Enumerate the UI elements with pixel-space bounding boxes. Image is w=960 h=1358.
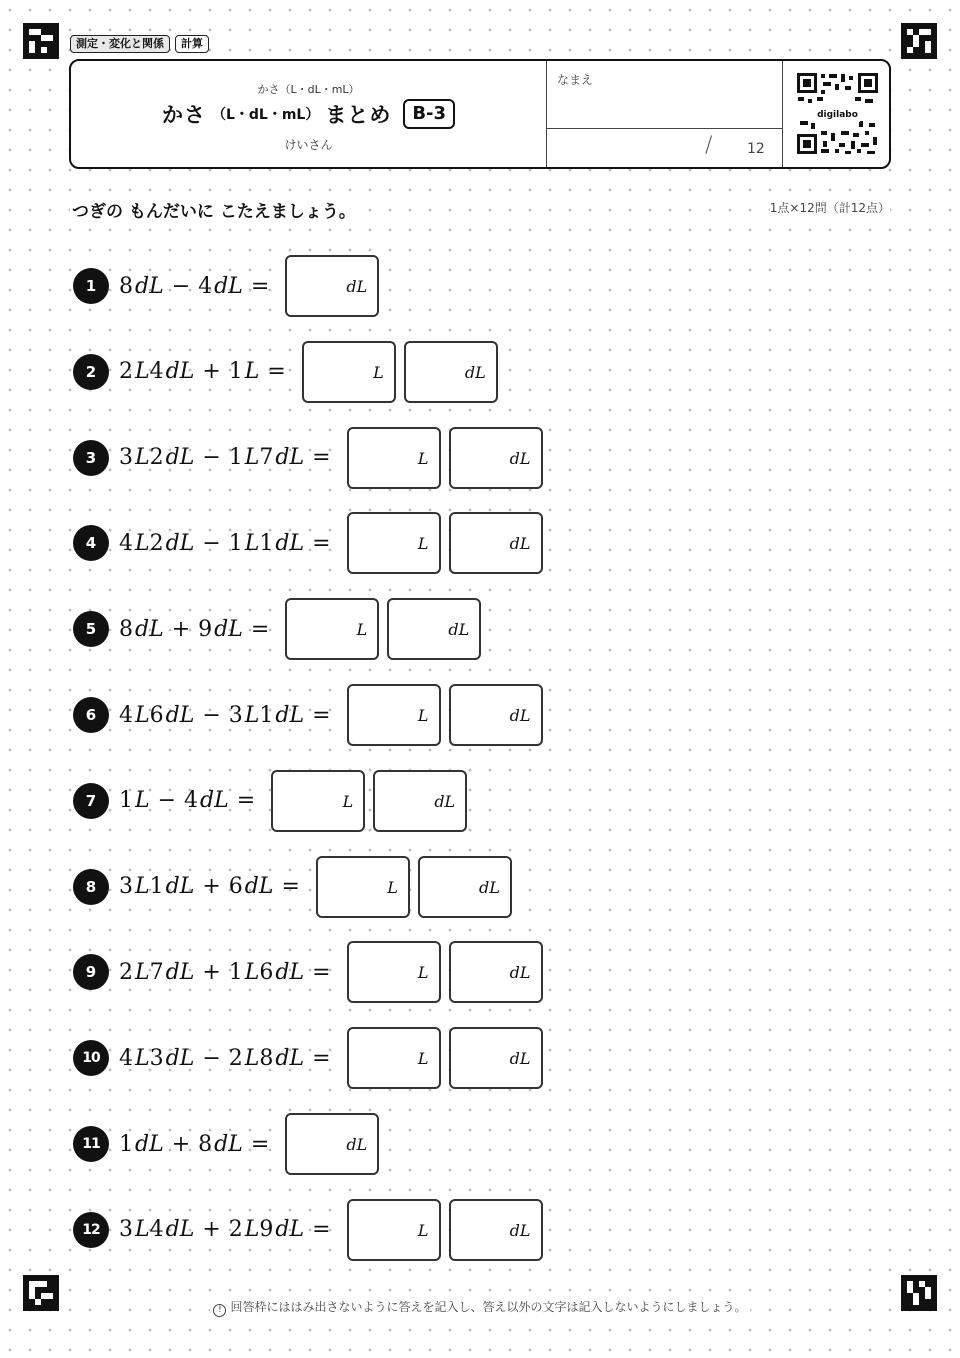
number-value: 8 [119,273,133,299]
answer-group [347,1027,543,1089]
question-row [73,855,512,919]
score-slash: / [705,133,713,158]
question-row [73,940,543,1004]
number-value: 1 [119,788,133,814]
unit-label: dL [214,273,243,299]
answer-unit-label: dL [346,277,368,296]
answer-group [271,770,467,832]
question-expression [119,1217,339,1242]
question-row [73,1026,543,1090]
footer-note [0,1298,960,1317]
qr-label: digilabo [817,110,858,120]
operator: = [250,1131,270,1157]
question-row [73,683,543,747]
number-value: 4 [119,702,133,728]
operator: = [250,273,270,299]
number-value: 7 [259,445,274,471]
number-value: 1 [259,530,274,556]
score-field[interactable] [546,129,782,169]
answer-box-dl[interactable] [418,856,512,918]
number-value: 3 [228,702,243,728]
answer-box-dl[interactable] [449,684,543,746]
unit-label: dL [165,702,195,728]
number-value: 8 [198,1131,213,1157]
number-value: 3 [149,1045,164,1071]
unit-label: dL [165,1217,195,1243]
unit-label: dL [214,616,243,642]
subtitle: けいさん [284,138,333,152]
answer-group [285,255,379,317]
answer-unit-label: L [417,534,429,554]
unit-label: L [244,702,260,728]
unit-label: L [135,788,150,814]
answer-box-dl[interactable] [387,598,481,660]
question-number: 6 [73,697,109,733]
unit-label: L [135,702,150,728]
footer-text: 回答枠にははみ出さないように答えを記入し、答え以外の文字は記入しないようにしましょう。 [230,1300,747,1314]
unit-label: dL [135,273,164,299]
unit-label: L [135,445,150,471]
level-badge: B-3 [403,99,455,129]
question-number: 10 [73,1040,109,1076]
operator: − [171,273,191,299]
question-row [73,254,379,318]
answer-unit-label: dL [346,1135,368,1154]
question-expression [119,960,339,985]
answer-group [302,341,498,403]
unit-label: dL [200,788,229,814]
number-value: 4 [198,273,213,299]
name-label: なまえ [557,73,594,87]
question-number: 2 [73,354,109,390]
operator: + [171,1131,191,1157]
question-row [73,511,543,575]
question-number: 8 [73,869,109,905]
answer-box-l[interactable] [285,598,379,660]
answer-group [285,1113,379,1175]
question-expression [119,703,339,728]
answer-unit-label: dL [509,1049,531,1069]
answer-box-dl[interactable] [449,1199,543,1261]
question-number: 5 [73,611,109,647]
number-value: 3 [119,1217,133,1243]
unit-label: L [135,959,150,985]
number-value: 8 [259,1045,274,1071]
corner-marker-top-left [23,23,59,59]
instruction-text: つぎの もんだいに こたえましょう。 [70,197,358,222]
answer-box-l[interactable] [316,856,410,918]
unit-label: L [244,530,260,556]
answer-box-l[interactable] [347,1199,441,1261]
qr-code-icon [795,71,880,156]
unit-label: dL [165,874,195,900]
unit-label: L [135,359,150,385]
answer-box-dl[interactable] [449,512,543,574]
number-value: 1 [228,445,243,471]
tag-category: 測定・変化と関係 [70,35,170,53]
number-value: 6 [149,702,164,728]
number-value: 9 [259,1217,274,1243]
unit-label: L [244,445,260,471]
number-value: 4 [119,530,133,556]
operator: − [202,445,221,471]
unit-label: dL [214,1131,243,1157]
answer-unit-label: L [387,877,398,897]
answer-box-dl[interactable] [449,941,543,1003]
answer-box-l[interactable] [347,684,441,746]
number-value: 7 [149,959,164,985]
question-row [73,340,498,404]
answer-unit-label: L [417,963,429,983]
answer-unit-label: dL [464,362,486,382]
answer-unit-label: L [417,448,429,468]
answer-box-l[interactable] [347,1027,441,1089]
operator: − [157,788,177,814]
number-value: 2 [149,445,164,471]
number-value: 1 [228,359,243,385]
answer-box-dl[interactable] [449,1027,543,1089]
question-number: 3 [73,440,109,476]
number-value: 2 [228,1045,243,1071]
answer-unit-label: dL [509,534,531,554]
answer-unit-label: dL [434,791,456,811]
operator: + [202,874,221,900]
answer-box-l[interactable] [347,941,441,1003]
title-end: まとめ [325,103,392,127]
operator: = [312,530,331,556]
operator: + [202,959,221,985]
qr-area [782,61,891,167]
answer-unit-label: dL [448,620,470,640]
number-value: 1 [228,530,243,556]
question-number: 11 [73,1126,109,1162]
operator: = [312,445,331,471]
number-value: 3 [119,445,133,471]
answer-box-dl[interactable] [285,255,379,317]
unit-label: dL [275,1217,305,1243]
number-value: 8 [119,616,133,642]
unit-label: L [135,530,150,556]
unit-label: dL [275,702,305,728]
operator: − [202,530,221,556]
operator: + [202,1217,221,1243]
answer-group [316,856,512,918]
question-expression [119,1046,339,1071]
number-value: 6 [228,874,243,900]
operator: = [312,702,331,728]
answer-group [347,512,543,574]
answer-unit-label: L [417,1220,429,1240]
answer-group [285,598,481,660]
answer-unit-label: L [342,791,354,811]
footer-text-wrap [210,1300,749,1314]
name-field[interactable] [546,61,782,129]
answer-unit-label: dL [479,877,500,897]
answer-box-l[interactable] [347,512,441,574]
question-expression [119,874,308,899]
question-number: 4 [73,525,109,561]
unit-label: dL [135,1131,164,1157]
question-number: 1 [73,268,109,304]
worksheet-header [69,59,891,169]
answer-group [347,941,543,1003]
operator: − [202,702,221,728]
number-value: 3 [119,874,133,900]
number-value: 2 [228,1217,243,1243]
question-expression [119,445,339,470]
operator: = [281,874,300,900]
unit-label: dL [275,1045,305,1071]
answer-unit-label: L [417,1049,429,1069]
answer-unit-label: dL [509,963,531,983]
question-expression [119,788,263,813]
unit-label: L [244,359,260,385]
number-value: 2 [119,359,133,385]
unit-label: dL [165,359,195,385]
number-value: 9 [198,616,213,642]
answer-unit-label: dL [509,706,531,725]
category-tags [70,35,209,53]
answer-unit-label: L [356,620,368,640]
title-main: かさ [161,103,206,127]
unit-label: dL [165,959,195,985]
number-value: 6 [259,959,274,985]
unit-label: dL [275,530,305,556]
question-expression [119,359,294,384]
unit-label: L [244,1045,260,1071]
score-total: 12 [747,141,765,157]
operator: = [312,1217,331,1243]
unit-label: dL [244,874,274,900]
title-area [71,61,546,167]
question-expression [119,274,277,299]
operator: − [202,1045,221,1071]
number-value: 4 [119,1045,133,1071]
operator: = [267,359,286,385]
unit-label: L [135,874,150,900]
question-row [73,597,481,661]
unit-label: dL [275,445,305,471]
answer-box-dl[interactable] [449,427,543,489]
number-value: 1 [119,1131,133,1157]
unit-label: dL [275,959,305,985]
points-info: 1点×12問（計12点） [769,201,890,215]
operator: + [202,359,221,385]
answer-box-l[interactable] [302,341,396,403]
answer-unit-label: dL [509,448,531,468]
corner-marker-top-right [901,23,937,59]
question-number: 12 [73,1212,109,1248]
number-value: 1 [259,702,274,728]
answer-box-l[interactable] [347,427,441,489]
operator: = [312,959,331,985]
unit-label: L [135,1217,150,1243]
title-row [71,99,546,129]
question-number: 7 [73,783,109,819]
answer-unit-label: L [417,706,429,725]
answer-box-l[interactable] [271,770,365,832]
operator: + [171,616,191,642]
number-value: 4 [149,1217,164,1243]
number-value: 2 [119,959,133,985]
answer-box-dl[interactable] [285,1113,379,1175]
question-expression [119,531,339,556]
number-value: 4 [149,359,164,385]
number-value: 1 [149,874,164,900]
operator: = [312,1045,331,1071]
unit-label: L [244,959,260,985]
answer-group [347,1199,543,1261]
number-value: 1 [228,959,243,985]
question-row [73,769,467,833]
question-number: 9 [73,954,109,990]
unit-label: L [135,1045,150,1071]
answer-box-dl[interactable] [404,341,498,403]
unit-label: dL [165,445,195,471]
operator: = [236,788,256,814]
question-row [73,426,543,490]
answer-group [347,427,543,489]
question-expression [119,617,277,642]
answer-unit-label: dL [509,1220,531,1240]
question-expression [119,1132,277,1157]
answer-group [347,684,543,746]
number-value: 2 [149,530,164,556]
title-ruby: かさ（L・dL・mL） [257,83,360,96]
unit-label: dL [165,1045,195,1071]
number-value: 4 [184,788,199,814]
unit-label: dL [135,616,164,642]
question-row [73,1112,379,1176]
unit-label: L [244,1217,260,1243]
tag-type: 計算 [175,35,209,53]
question-row [73,1198,543,1262]
answer-unit-label: L [373,362,384,382]
info-icon: ! [213,1304,226,1317]
operator: = [250,616,270,642]
unit-label: dL [165,530,195,556]
title-sub: （L・dL・mL） [211,107,320,123]
answer-box-dl[interactable] [373,770,467,832]
